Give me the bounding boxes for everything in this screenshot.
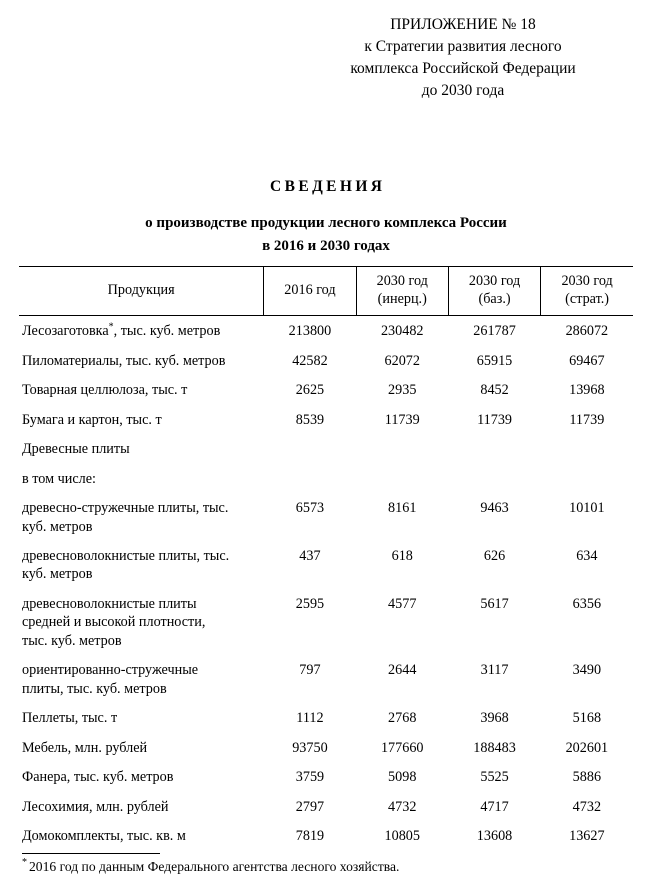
document-title-block	[0, 178, 652, 257]
row-value: 4732	[572, 798, 602, 815]
table-row	[19, 493, 633, 541]
production-table-container	[19, 266, 633, 850]
row-value: 4577	[388, 595, 417, 612]
row-label-text: ориентированно-стружечные плиты, тыс. куб. метров	[22, 662, 199, 697]
row-value: 177660	[380, 739, 424, 756]
table-row	[19, 733, 633, 762]
row-value: 93750	[292, 739, 328, 756]
row-value: 5525	[480, 769, 509, 786]
row-value: 3968	[480, 710, 509, 727]
row-value: 2797	[295, 798, 325, 815]
row-label-text: Древесные плиты	[22, 441, 130, 458]
row-label	[19, 464, 264, 493]
table-row	[19, 589, 633, 655]
row-label-text: Домокомплекты, тыс. кв. м	[22, 827, 186, 844]
row-value: 8452	[480, 382, 509, 399]
column-header-product: Продукция	[107, 282, 175, 299]
row-label	[19, 762, 264, 791]
row-label-text: Фанера, тыс. куб. метров	[22, 769, 174, 786]
appendix-line-4: до 2030 года	[421, 82, 505, 99]
row-value	[541, 464, 633, 493]
row-label-text: Лесохимия, млн. рублей	[22, 798, 169, 815]
row-value: 634	[576, 547, 598, 564]
document-subtitle-line-1: о производстве продукции лесного комплекса России	[145, 215, 507, 231]
row-value	[541, 434, 633, 463]
footnote-text	[22, 859, 622, 875]
row-value: 437	[299, 547, 321, 564]
production-table	[19, 266, 633, 850]
row-value: 797	[299, 662, 321, 679]
row-value: 11739	[384, 411, 420, 428]
footnote-marker: *	[108, 321, 114, 333]
row-value: 5168	[572, 710, 602, 727]
row-label-text: Товарная целлюлоза, тыс. т	[22, 382, 188, 399]
footnote-divider	[22, 853, 160, 854]
row-value: 11739	[477, 411, 513, 428]
row-label	[19, 655, 264, 703]
row-value: 3117	[480, 662, 509, 679]
row-value: 13968	[569, 382, 605, 399]
row-label	[19, 434, 264, 463]
row-label-text: древесноволокнистые плиты, тыс. куб. метров	[22, 547, 230, 583]
row-value	[448, 434, 540, 463]
row-value: 5617	[480, 595, 509, 612]
footnote	[22, 853, 622, 875]
row-value: 230482	[380, 323, 424, 340]
row-value: 11739	[569, 411, 605, 428]
appendix-line-3: комплекса Российской Федерации	[350, 60, 576, 77]
row-value: 8161	[388, 500, 417, 517]
row-label-text: Лесозаготовка*, тыс. куб. метров	[22, 321, 221, 340]
row-value: 13627	[569, 827, 605, 844]
table-row	[19, 346, 633, 375]
row-value	[448, 464, 540, 493]
row-label-text: Мебель, млн. рублей	[22, 739, 148, 756]
column-header-2030-inertial-line2: (инерц.)	[377, 291, 427, 308]
column-header-2030-base-line2: (баз.)	[478, 291, 511, 308]
row-value: 188483	[473, 739, 516, 756]
table-row	[19, 405, 633, 434]
table-row	[19, 464, 633, 493]
row-value	[356, 434, 448, 463]
row-value	[264, 434, 356, 463]
appendix-reference	[298, 14, 628, 102]
column-header-2030-base	[448, 267, 540, 316]
row-value: 626	[483, 547, 506, 564]
row-value: 1112	[296, 710, 324, 727]
row-label	[19, 316, 264, 346]
page-title: СВЕДЕНИЯ	[270, 178, 386, 195]
row-value: 286072	[565, 323, 609, 340]
row-value: 261787	[473, 323, 516, 340]
table-body	[19, 316, 633, 851]
table-row	[19, 375, 633, 404]
row-value	[264, 464, 356, 493]
table-row	[19, 792, 633, 821]
column-header-2030-strategic	[541, 267, 633, 316]
row-value: 4717	[480, 798, 509, 815]
row-label	[19, 733, 264, 762]
row-value	[356, 464, 448, 493]
row-value: 7819	[295, 827, 325, 844]
row-label-text: в том числе:	[22, 470, 96, 487]
row-label	[19, 821, 264, 850]
row-value: 2644	[388, 662, 417, 679]
row-value: 3490	[572, 662, 602, 679]
row-value: 10805	[384, 827, 420, 844]
column-header-2030-base-line1: 2030 год	[468, 273, 521, 289]
row-value: 2625	[295, 382, 325, 399]
table-row	[19, 316, 633, 346]
row-label	[19, 375, 264, 404]
column-header-2030-inertial-line1: 2030 год	[376, 273, 428, 289]
row-label	[19, 405, 264, 434]
row-value: 10101	[569, 500, 605, 517]
footnote-body: 2016 год по данным Федерального агентства лесного хозяйства.	[29, 859, 400, 874]
appendix-line-2: к Стратегии развития лесного	[364, 38, 562, 55]
row-label-text: древесно-стружечные плиты, тыс. куб. метров	[22, 500, 229, 535]
row-label-text: Пиломатериалы, тыс. куб. метров	[22, 352, 226, 369]
document-subtitle-line-2: в 2016 и 2030 годах	[262, 237, 390, 254]
appendix-line-1: ПРИЛОЖЕНИЕ № 18	[390, 16, 536, 33]
table-row	[19, 762, 633, 791]
row-value: 2595	[295, 595, 325, 612]
row-value: 4732	[388, 798, 417, 815]
row-value: 69467	[569, 352, 605, 369]
row-label	[19, 493, 264, 541]
column-header-2030-inertial	[356, 267, 448, 316]
table-row	[19, 703, 633, 732]
row-label-text: древесноволокнистые плиты средней и высокой плотности, тыс. куб. метров	[22, 595, 206, 649]
column-header-2030-strategic-line2: (страт.)	[565, 291, 609, 308]
row-value: 6356	[572, 595, 602, 612]
table-row	[19, 821, 633, 850]
row-value: 5098	[388, 769, 417, 786]
row-value: 2768	[388, 710, 417, 727]
row-label-text: Пеллеты, тыс. т	[22, 710, 118, 727]
table-header	[19, 267, 633, 316]
column-header-2016: 2016 год	[264, 267, 356, 316]
table-row	[19, 541, 633, 589]
row-value: 618	[391, 547, 413, 564]
row-value: 3759	[295, 769, 325, 786]
document-subtitle	[0, 212, 652, 257]
row-value: 42582	[292, 352, 328, 369]
row-label	[19, 541, 264, 589]
row-value: 9463	[480, 500, 509, 517]
row-label	[19, 346, 264, 375]
row-value: 8539	[295, 411, 325, 428]
row-value: 62072	[384, 352, 420, 369]
row-label	[19, 703, 264, 732]
row-label	[19, 792, 264, 821]
footnote-marker: *	[22, 857, 27, 869]
row-value: 2935	[388, 382, 417, 399]
column-header-2030-strategic-line1: 2030 год	[561, 273, 613, 289]
row-value: 213800	[288, 323, 332, 340]
row-value: 13608	[476, 827, 513, 844]
table-header-row	[19, 267, 633, 316]
row-value: 65915	[476, 352, 513, 369]
row-label-text: Бумага и картон, тыс. т	[22, 411, 162, 428]
row-value: 5886	[572, 769, 602, 786]
row-value: 202601	[565, 739, 609, 756]
row-value: 6573	[295, 500, 325, 517]
table-row	[19, 655, 633, 703]
table-row	[19, 434, 633, 463]
row-label	[19, 589, 264, 655]
